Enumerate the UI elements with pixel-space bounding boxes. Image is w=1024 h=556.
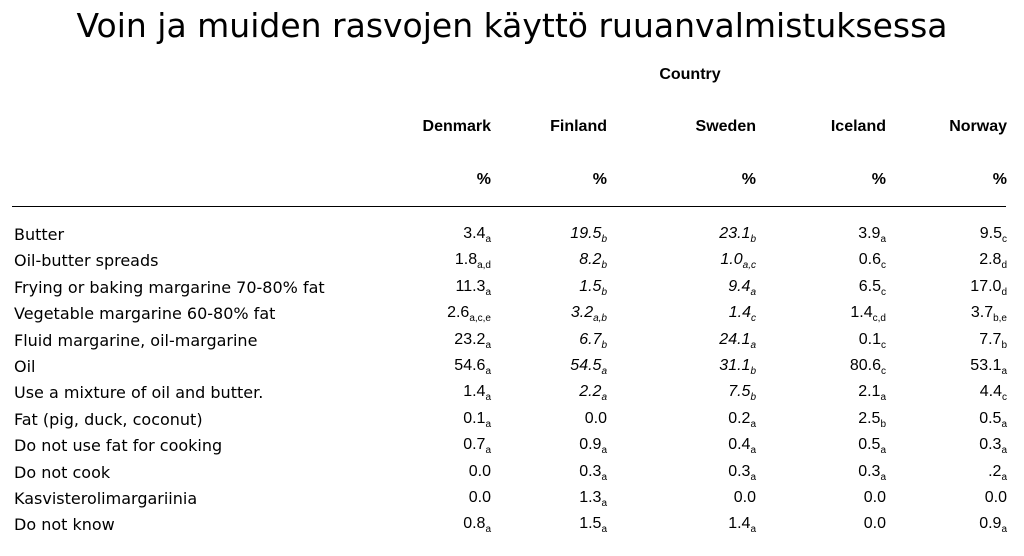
table-cell [746, 304, 886, 324]
table-cell [616, 357, 756, 377]
cell-superscript-letters: a [1001, 366, 1007, 377]
cell-superscript-letters: a [750, 445, 756, 457]
table-cell [616, 436, 756, 456]
table-cell [467, 410, 607, 428]
cell-value: 1.5 [579, 515, 602, 533]
cell-superscript-letters: b,e [993, 313, 1007, 325]
cell-value: 0.0 [863, 515, 886, 533]
table-cell [467, 357, 607, 377]
column-unit-iceland: % [871, 171, 886, 188]
page-title: Voin ja muiden rasvojen käyttö ruuanvalmistuksessa [76, 6, 948, 45]
cell-value: 0.0 [863, 489, 886, 506]
table-cell [867, 225, 1007, 245]
cell-value: 0.1 [858, 330, 881, 348]
table-cell [746, 410, 886, 430]
cell-superscript-letters: c [881, 260, 886, 272]
table-cell [867, 515, 1007, 535]
cell-superscript-letters: a [1001, 418, 1007, 430]
cell-value: 0.9 [979, 515, 1002, 533]
row-label: Do not use fat for cooking [14, 436, 223, 456]
column-header-norway: Norway [949, 118, 1007, 135]
table-cell [616, 331, 756, 351]
column-header-denmark: Denmark [422, 118, 491, 135]
header-rule [12, 206, 1006, 207]
cell-superscript-letters: b [601, 339, 607, 351]
cell-value: 1.4 [850, 304, 873, 322]
cell-value: 54.5 [570, 357, 602, 374]
table-cell [867, 410, 1007, 430]
cell-value: 6.7 [579, 330, 602, 348]
cell-superscript-letters: c [881, 366, 886, 377]
cell-superscript-letters: d [1001, 260, 1007, 272]
cell-value: 3.7 [970, 304, 994, 322]
cell-value: 2.2 [579, 383, 602, 401]
cell-superscript-letters: a [601, 524, 607, 536]
column-header-iceland: Iceland [830, 118, 886, 135]
table-cell [467, 515, 607, 535]
cell-value: 0.8 [463, 515, 486, 533]
cell-value: 54.6 [454, 357, 486, 374]
cell-value: 2.5 [858, 409, 881, 427]
table-cell [616, 489, 756, 507]
cell-value: 0.7 [463, 436, 486, 454]
cell-value: 0.0 [468, 462, 491, 480]
table-cell [467, 331, 607, 351]
cell-value: 3.4 [463, 225, 486, 242]
cell-superscript-letters: a [880, 471, 886, 483]
cell-superscript-letters: c [751, 313, 756, 325]
cell-superscript-letters: a [880, 392, 886, 404]
cell-superscript-letters: a [601, 445, 607, 457]
table-cell [467, 436, 607, 456]
cell-superscript-letters: a [1001, 445, 1007, 457]
cell-value: .2 [988, 462, 1002, 480]
cell-value: 23.1 [719, 225, 751, 242]
table-cell [616, 225, 756, 245]
table-cell [867, 383, 1007, 403]
cell-value: 0.3 [858, 462, 881, 480]
cell-superscript-letters: b [880, 418, 886, 430]
table-cell [616, 278, 756, 298]
cell-value: 31.1 [719, 357, 751, 374]
cell-superscript-letters: c [1002, 392, 1007, 404]
cell-value: 7.7 [979, 330, 1002, 348]
cell-superscript-letters: a [485, 339, 491, 351]
cell-superscript-letters: a [485, 286, 491, 298]
cell-value: 80.6 [849, 357, 881, 374]
cell-value: 0.4 [728, 436, 751, 454]
table-cell [746, 331, 886, 351]
table-cell [867, 436, 1007, 456]
column-unit-denmark: % [476, 171, 491, 188]
cell-value: 0.0 [984, 489, 1007, 506]
cell-value: 17.0 [970, 277, 1002, 295]
cell-value: 0.6 [858, 251, 881, 269]
cell-superscript-letters: b [750, 366, 756, 377]
column-unit-finland: % [592, 171, 607, 188]
table-cell [467, 463, 607, 483]
cell-superscript-letters: a,c [742, 260, 756, 272]
cell-value: 11.3 [455, 277, 486, 295]
cell-superscript-letters: a [1001, 524, 1007, 536]
cell-superscript-letters: a [750, 524, 756, 536]
table-cell [746, 383, 886, 403]
cell-value: 6.5 [858, 277, 881, 295]
table-cell [467, 251, 607, 271]
cell-value: 24.1 [719, 330, 751, 348]
cell-value: 1.3 [579, 489, 602, 506]
cell-superscript-letters: a [750, 471, 756, 483]
table-cell [746, 436, 886, 456]
table-cell [467, 383, 607, 403]
cell-superscript-letters: a [750, 339, 756, 351]
cell-value: 53.1 [970, 357, 1002, 374]
cell-superscript-letters: a [750, 286, 756, 298]
cell-value: 1.4 [728, 304, 751, 322]
row-label: Oil-butter spreads [14, 251, 159, 271]
cell-superscript-letters: a,b [593, 313, 607, 325]
cell-superscript-letters: b [601, 286, 607, 298]
column-header-sweden: Sweden [695, 118, 756, 135]
cell-superscript-letters: b [750, 234, 756, 245]
cell-value: 8.2 [579, 251, 602, 269]
cell-superscript-letters: a [880, 445, 886, 457]
table-cell [867, 251, 1007, 271]
cell-superscript-letters: a [601, 366, 607, 377]
table-cell [616, 463, 756, 483]
cell-value: 0.9 [579, 436, 602, 454]
cell-value: 7.5 [728, 383, 751, 401]
cell-value: 9.4 [728, 277, 751, 295]
country-header: Country [659, 66, 721, 83]
cell-superscript-letters: a [485, 418, 491, 430]
cell-superscript-letters: b [1001, 339, 1007, 351]
table-cell [467, 489, 607, 509]
cell-superscript-letters: c [881, 339, 886, 351]
cell-value: 0.5 [979, 409, 1002, 427]
cell-value: 1.5 [579, 277, 602, 295]
cell-superscript-letters: c,d [872, 313, 886, 325]
row-label: Vegetable margarine 60-80% fat [14, 304, 276, 324]
table-cell [467, 225, 607, 245]
cell-value: 4.4 [979, 383, 1002, 401]
cell-superscript-letters: c [881, 286, 886, 298]
column-unit-norway: % [992, 171, 1007, 188]
table-cell [616, 410, 756, 430]
table-cell [867, 357, 1007, 377]
table-cell [746, 489, 886, 507]
cell-superscript-letters: b [750, 392, 756, 404]
row-label: Butter [14, 225, 65, 244]
cell-value: 0.2 [728, 409, 751, 427]
column-unit-sweden: % [741, 171, 756, 188]
cell-value: 9.5 [979, 225, 1002, 242]
cell-value: 1.8 [454, 251, 478, 269]
cell-superscript-letters: b [601, 260, 607, 272]
cell-superscript-letters: a [601, 498, 607, 509]
row-label: Do not cook [14, 462, 111, 482]
cell-superscript-letters: a,d [477, 260, 491, 272]
cell-value: 2.6 [447, 304, 470, 322]
row-label: Use a mixture of oil and butter. [14, 383, 264, 403]
cell-value: 2.8 [979, 251, 1002, 269]
table-cell [746, 225, 886, 245]
table-cell [867, 278, 1007, 298]
row-label: Oil [14, 357, 36, 376]
table-cell [746, 463, 886, 483]
cell-value: 0.1 [463, 409, 486, 427]
cell-value: 1.4 [463, 383, 486, 401]
row-label: Fluid margarine, oil-margarine [14, 330, 258, 350]
cell-value: 3.2 [570, 304, 594, 322]
table-cell [746, 357, 886, 377]
cell-value: 0.5 [858, 436, 881, 454]
column-header-finland: Finland [550, 118, 607, 135]
cell-value: 1.0 [720, 251, 743, 269]
cell-superscript-letters: b [601, 234, 607, 245]
cell-value: 19.5 [570, 225, 602, 242]
table-cell [867, 304, 1007, 324]
cell-superscript-letters: a [601, 471, 607, 483]
table-cell [746, 515, 886, 536]
cell-value: 23.2 [454, 330, 486, 348]
cell-superscript-letters: a [1001, 471, 1007, 483]
row-label: Fat (pig, duck, coconut) [14, 409, 203, 429]
table-cell [867, 463, 1007, 483]
cell-superscript-letters: a [485, 234, 491, 245]
cell-superscript-letters: a [485, 445, 491, 457]
cell-superscript-letters: a [880, 234, 886, 245]
cell-superscript-letters: a [750, 418, 756, 430]
cell-superscript-letters: a [485, 366, 491, 377]
cell-superscript-letters: a [601, 392, 607, 404]
cell-value: 0.3 [579, 462, 602, 480]
cell-value: 0.3 [728, 462, 751, 480]
cell-value: 0.3 [979, 436, 1002, 454]
cell-value: 1.4 [728, 515, 751, 533]
table-cell [467, 278, 607, 298]
table-cell [467, 304, 607, 324]
cell-superscript-letters: a,c,e [469, 313, 491, 325]
cell-superscript-letters: a [485, 392, 491, 404]
table-cell [746, 278, 886, 298]
row-label: Kasvisterolimargariinia [14, 489, 198, 508]
cell-superscript-letters: d [1001, 286, 1007, 298]
table-cell [616, 383, 756, 403]
cell-value: 2.1 [858, 383, 881, 401]
table-cell [867, 489, 1007, 507]
table-cell [616, 251, 756, 271]
table-cell [867, 331, 1007, 351]
cell-value: 0.0 [468, 489, 491, 506]
row-label: Frying or baking margarine 70-80% fat [14, 277, 325, 297]
cell-superscript-letters: a [485, 524, 491, 536]
cell-value: 0.0 [584, 409, 607, 427]
table-cell [746, 251, 886, 271]
cell-value: 0.0 [733, 489, 756, 506]
row-label: Do not know [14, 515, 115, 535]
cell-superscript-letters: c [1002, 234, 1007, 245]
table-cell [616, 304, 756, 324]
table-cell [616, 515, 756, 535]
cell-value: 3.9 [858, 225, 881, 242]
